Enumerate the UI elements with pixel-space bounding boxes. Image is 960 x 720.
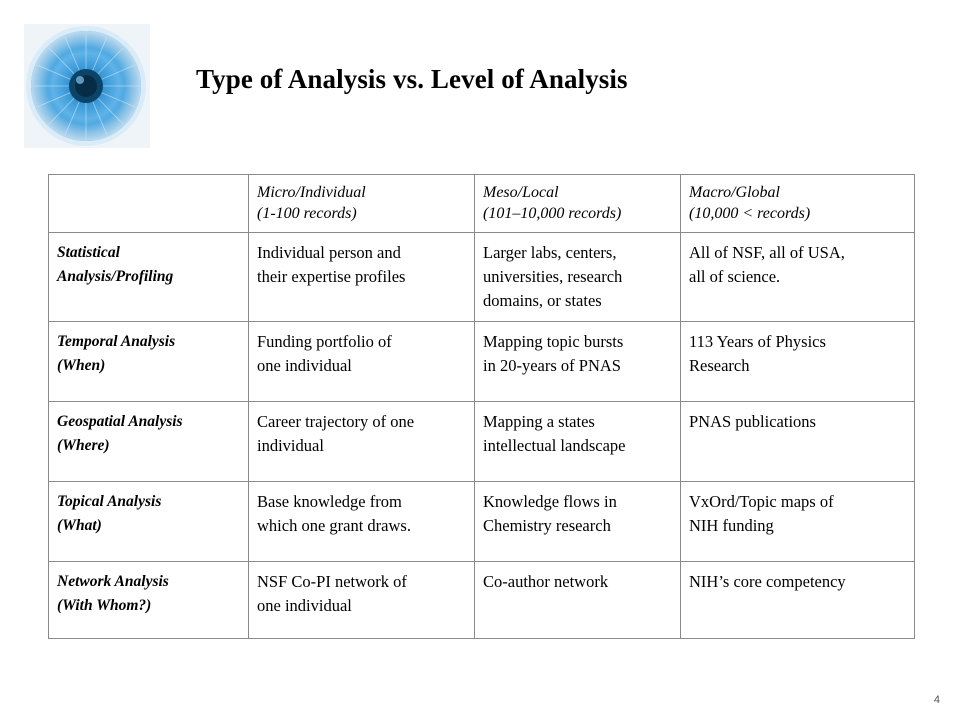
column-header-line: (1-100 records) xyxy=(257,205,357,222)
table-cell xyxy=(475,402,681,482)
cell-line: VxOrd/Topic maps of xyxy=(689,492,834,511)
cell-line: in 20-years of PNAS xyxy=(483,356,621,375)
table-cell xyxy=(249,562,475,639)
row-header-temporal xyxy=(49,322,249,402)
cell-line: one individual xyxy=(257,596,352,615)
logo xyxy=(24,24,150,148)
cell-line: Research xyxy=(689,356,750,375)
table-cell xyxy=(681,402,915,482)
table-cell xyxy=(249,402,475,482)
column-header-macro xyxy=(681,175,915,233)
page-number: 4 xyxy=(933,694,940,706)
table-cell xyxy=(681,322,915,402)
cell-line: all of science. xyxy=(689,267,781,286)
column-header-line: (101–10,000 records) xyxy=(483,205,622,222)
column-header-line: Meso/Local xyxy=(483,184,559,201)
table-cell xyxy=(475,322,681,402)
cell-line: Funding portfolio of xyxy=(257,332,392,351)
cell-line: universities, research xyxy=(483,267,623,286)
table-cell xyxy=(249,233,475,322)
table-cell xyxy=(475,482,681,562)
row-header-network xyxy=(49,562,249,639)
row-header-topical xyxy=(49,482,249,562)
table-row xyxy=(49,562,915,639)
cell-line: Co-author network xyxy=(483,572,609,591)
table-header-row xyxy=(49,175,915,233)
cell-line: intellectual landscape xyxy=(483,436,626,455)
table-cell xyxy=(475,562,681,639)
row-header-line: (Where) xyxy=(57,437,110,454)
page-title: Type of Analysis vs. Level of Analysis xyxy=(196,64,628,94)
row-header-line: Geospatial Analysis xyxy=(57,413,183,430)
table-row xyxy=(49,322,915,402)
row-header-line: (When) xyxy=(57,357,106,374)
cell-line: domains, or states xyxy=(483,291,602,310)
cell-line: Base knowledge from xyxy=(257,492,402,511)
column-header-line: Macro/Global xyxy=(689,184,780,201)
column-header-meso xyxy=(475,175,681,233)
cell-line: NIH funding xyxy=(689,516,774,535)
column-header-micro xyxy=(249,175,475,233)
cell-line: Larger labs, centers, xyxy=(483,243,617,262)
cell-line: 113 Years of Physics xyxy=(689,332,826,351)
analysis-table xyxy=(48,174,915,639)
table-cell xyxy=(249,322,475,402)
cell-line: NIH’s core competency xyxy=(689,572,846,591)
row-header-line: Statistical xyxy=(57,244,120,261)
cell-line: PNAS publications xyxy=(689,412,816,431)
row-header-geospatial xyxy=(49,402,249,482)
column-header-line: (10,000 < records) xyxy=(689,205,811,222)
row-header-statistical xyxy=(49,233,249,322)
table-cell xyxy=(681,562,915,639)
column-header-line: Micro/Individual xyxy=(257,184,366,201)
row-header-line: (What) xyxy=(57,517,102,534)
cell-line: individual xyxy=(257,436,324,455)
table-cell xyxy=(475,233,681,322)
table-row xyxy=(49,233,915,322)
corner-cell xyxy=(49,175,249,233)
row-header-line: Analysis/Profiling xyxy=(57,268,174,285)
cell-line: Career trajectory of one xyxy=(257,412,415,431)
row-header-line: (With Whom?) xyxy=(57,597,152,614)
table-cell xyxy=(681,233,915,322)
cell-line: Mapping topic bursts xyxy=(483,332,624,351)
table-row xyxy=(49,402,915,482)
cell-line: Chemistry research xyxy=(483,516,611,535)
cell-line: Knowledge flows in xyxy=(483,492,617,511)
table-cell xyxy=(681,482,915,562)
cell-line: Mapping a states xyxy=(483,412,595,431)
cell-line: NSF Co-PI network of xyxy=(257,572,407,591)
cell-line: Individual person and xyxy=(257,243,401,262)
table-row xyxy=(49,482,915,562)
cell-line: one individual xyxy=(257,356,352,375)
row-header-line: Topical Analysis xyxy=(57,493,162,510)
cell-line: All of NSF, all of USA, xyxy=(689,243,845,262)
row-header-line: Temporal Analysis xyxy=(57,333,176,350)
row-header-line: Network Analysis xyxy=(57,573,169,590)
table-cell xyxy=(249,482,475,562)
cell-line: which one grant draws. xyxy=(257,516,411,535)
eye-iris-icon xyxy=(24,24,150,148)
cell-line: their expertise profiles xyxy=(257,267,406,286)
